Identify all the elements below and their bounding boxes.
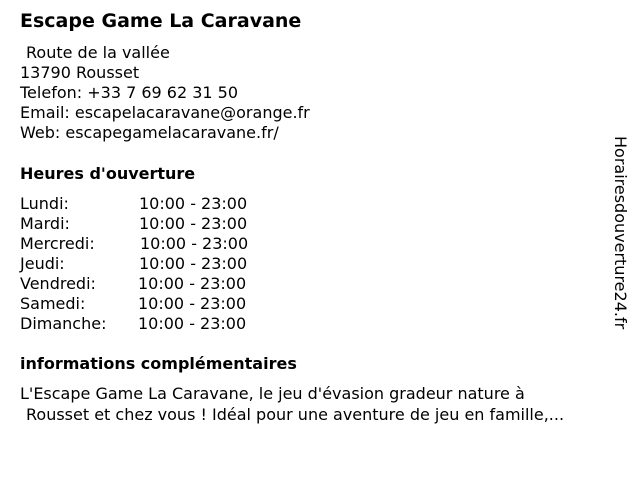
time-range: 10:00 - 23:00 xyxy=(139,214,248,233)
hours-table xyxy=(20,194,280,334)
email-line: Email: escapelacaravane@orange.fr xyxy=(20,103,310,122)
contact-block xyxy=(20,43,310,143)
day-label: Dimanche: xyxy=(20,314,107,333)
hours-row xyxy=(20,194,280,214)
time-range: 10:00 - 23:00 xyxy=(140,234,249,253)
day-label: Vendredi: xyxy=(20,274,96,293)
time-range: 10:00 - 23:00 xyxy=(138,314,247,333)
time-range: 10:00 - 23:00 xyxy=(138,274,247,293)
day-label: Mercredi: xyxy=(20,234,95,253)
time-range: 10:00 - 23:00 xyxy=(139,194,248,213)
hours-row xyxy=(20,274,280,294)
street-address: Route de la vallée xyxy=(26,43,170,62)
watermark-text: Horairesdouverture24.fr xyxy=(611,136,630,330)
business-name: Escape Game La Caravane xyxy=(20,10,302,32)
hours-row xyxy=(20,234,280,254)
description xyxy=(20,383,564,425)
hours-row xyxy=(20,294,280,314)
hours-row xyxy=(20,314,280,334)
hours-row xyxy=(20,254,280,274)
info-heading: informations complémentaires xyxy=(20,354,297,373)
city-address: 13790 Rousset xyxy=(20,63,140,82)
description-line: L'Escape Game La Caravane, le jeu d'évasion gradeur nature à xyxy=(20,384,525,403)
hours-row xyxy=(20,214,280,234)
web-line: Web: escapegamelacaravane.fr/ xyxy=(20,123,279,142)
day-label: Jeudi: xyxy=(20,254,65,273)
day-label: Mardi: xyxy=(20,214,70,233)
hours-heading: Heures d'ouverture xyxy=(20,164,196,183)
time-range: 10:00 - 23:00 xyxy=(138,294,247,313)
day-label: Samedi: xyxy=(20,294,86,313)
phone-line: Telefon: +33 7 69 62 31 50 xyxy=(20,83,239,102)
description-line: Rousset et chez vous ! Idéal pour une aventure de jeu en famille,... xyxy=(26,405,565,424)
time-range: 10:00 - 23:00 xyxy=(139,254,248,273)
day-label: Lundi: xyxy=(20,194,69,213)
